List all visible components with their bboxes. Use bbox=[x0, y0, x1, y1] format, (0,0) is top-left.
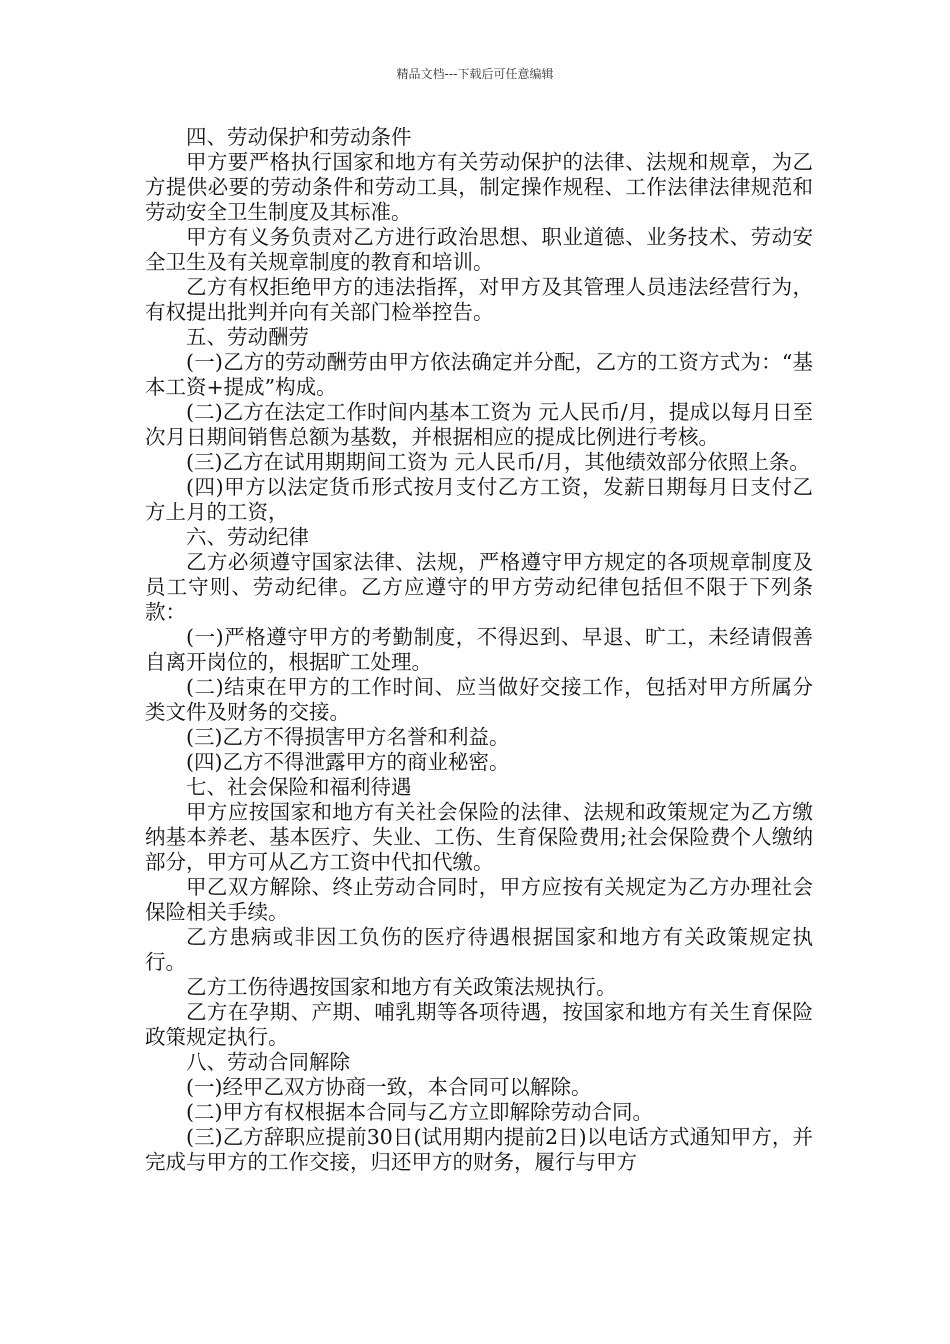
paragraph: 乙方工伤待遇按国家和地方有关政策法规执行。 bbox=[186, 975, 617, 999]
paragraph: (二)甲方有权根据本合同与乙方立即解除劳动合同。 bbox=[186, 1100, 653, 1124]
paragraph: (一)经甲乙双方协商一致，本合同可以解除。 bbox=[186, 1075, 592, 1099]
paragraph: (四)甲方以法定货币形式按月支付乙方工资，发薪日期每月日支付乙方上月的工资， bbox=[145, 475, 813, 524]
paragraph: 甲方有义务负责对乙方进行政治思想、职业道德、业务技术、劳动安全卫生及有关规章制度的教育和培训。 bbox=[145, 225, 813, 274]
paragraph: (三)乙方不得损害甲方名誉和利益。 bbox=[186, 725, 510, 749]
paragraph: (一)严格遵守甲方的考勤制度，不得迟到、早退、旷工，未经请假善自离开岗位的，根据旷工处理。 bbox=[145, 625, 813, 674]
paragraph: 乙方患病或非因工负伤的医疗待遇根据国家和地方有关政策规定执行。 bbox=[145, 925, 813, 974]
section-heading-5: 五、劳动酬劳 bbox=[186, 325, 309, 349]
paragraph: (二)乙方在法定工作时间内基本工资为 元人民币/月，提成以每月日至次月日期间销售总额为基数，并根据相应的提成比例进行考核。 bbox=[145, 400, 813, 449]
paragraph: (四)乙方不得泄露甲方的商业秘密。 bbox=[186, 750, 510, 774]
section-heading-6: 六、劳动纪律 bbox=[186, 525, 309, 549]
paragraph: 甲乙双方解除、终止劳动合同时，甲方应按有关规定为乙方办理社会保险相关手续。 bbox=[145, 875, 813, 924]
paragraph: (一)乙方的劳动酬劳由甲方依法确定并分配，乙方的工资方式为：“基本工资+提成”构成。 bbox=[145, 350, 813, 399]
section-heading-4: 四、劳动保护和劳动条件 bbox=[186, 125, 412, 149]
section-heading-7: 七、社会保险和福利待遇 bbox=[186, 775, 412, 799]
document-body bbox=[145, 125, 813, 1175]
paragraph: (二)结束在甲方的工作时间、应当做好交接工作，包括对甲方所属分类文件及财务的交接。 bbox=[145, 675, 813, 724]
paragraph: (三)乙方辞职应提前30日(试用期内提前2日)以电话方式通知甲方，并完成与甲方的工作交接，归还甲方的财务，履行与甲方 bbox=[145, 1125, 813, 1174]
paragraph: 甲方要严格执行国家和地方有关劳动保护的法律、法规和规章，为乙方提供必要的劳动条件和劳动工具，制定操作规程、工作法律法律规范和劳动安全卫生制度及其标准。 bbox=[145, 150, 813, 224]
paragraph: (三)乙方在试用期期间工资为 元人民币/月，其他绩效部分依照上条。 bbox=[186, 450, 810, 474]
page-header: 精品文档---下载后可任意编辑 bbox=[396, 67, 554, 81]
paragraph: 甲方应按国家和地方有关社会保险的法律、法规和政策规定为乙方缴纳基本养老、基本医疗、失业、工伤、生育保险费用;社会保险费个人缴纳部分，甲方可从乙方工资中代扣代缴。 bbox=[145, 800, 813, 874]
paragraph: 乙方有权拒绝甲方的违法指挥，对甲方及其管理人员违法经营行为，有权提出批判并向有关部门检举控告。 bbox=[145, 275, 813, 324]
paragraph: 乙方在孕期、产期、哺乳期等各项待遇，按国家和地方有关生育保险政策规定执行。 bbox=[145, 1000, 813, 1049]
section-heading-8: 八、劳动合同解除 bbox=[186, 1050, 350, 1074]
paragraph: 乙方必须遵守国家法律、法规，严格遵守甲方规定的各项规章制度及员工守则、劳动纪律。乙方应遵守的甲方劳动纪律包括但不限于下列条款： bbox=[145, 550, 813, 624]
